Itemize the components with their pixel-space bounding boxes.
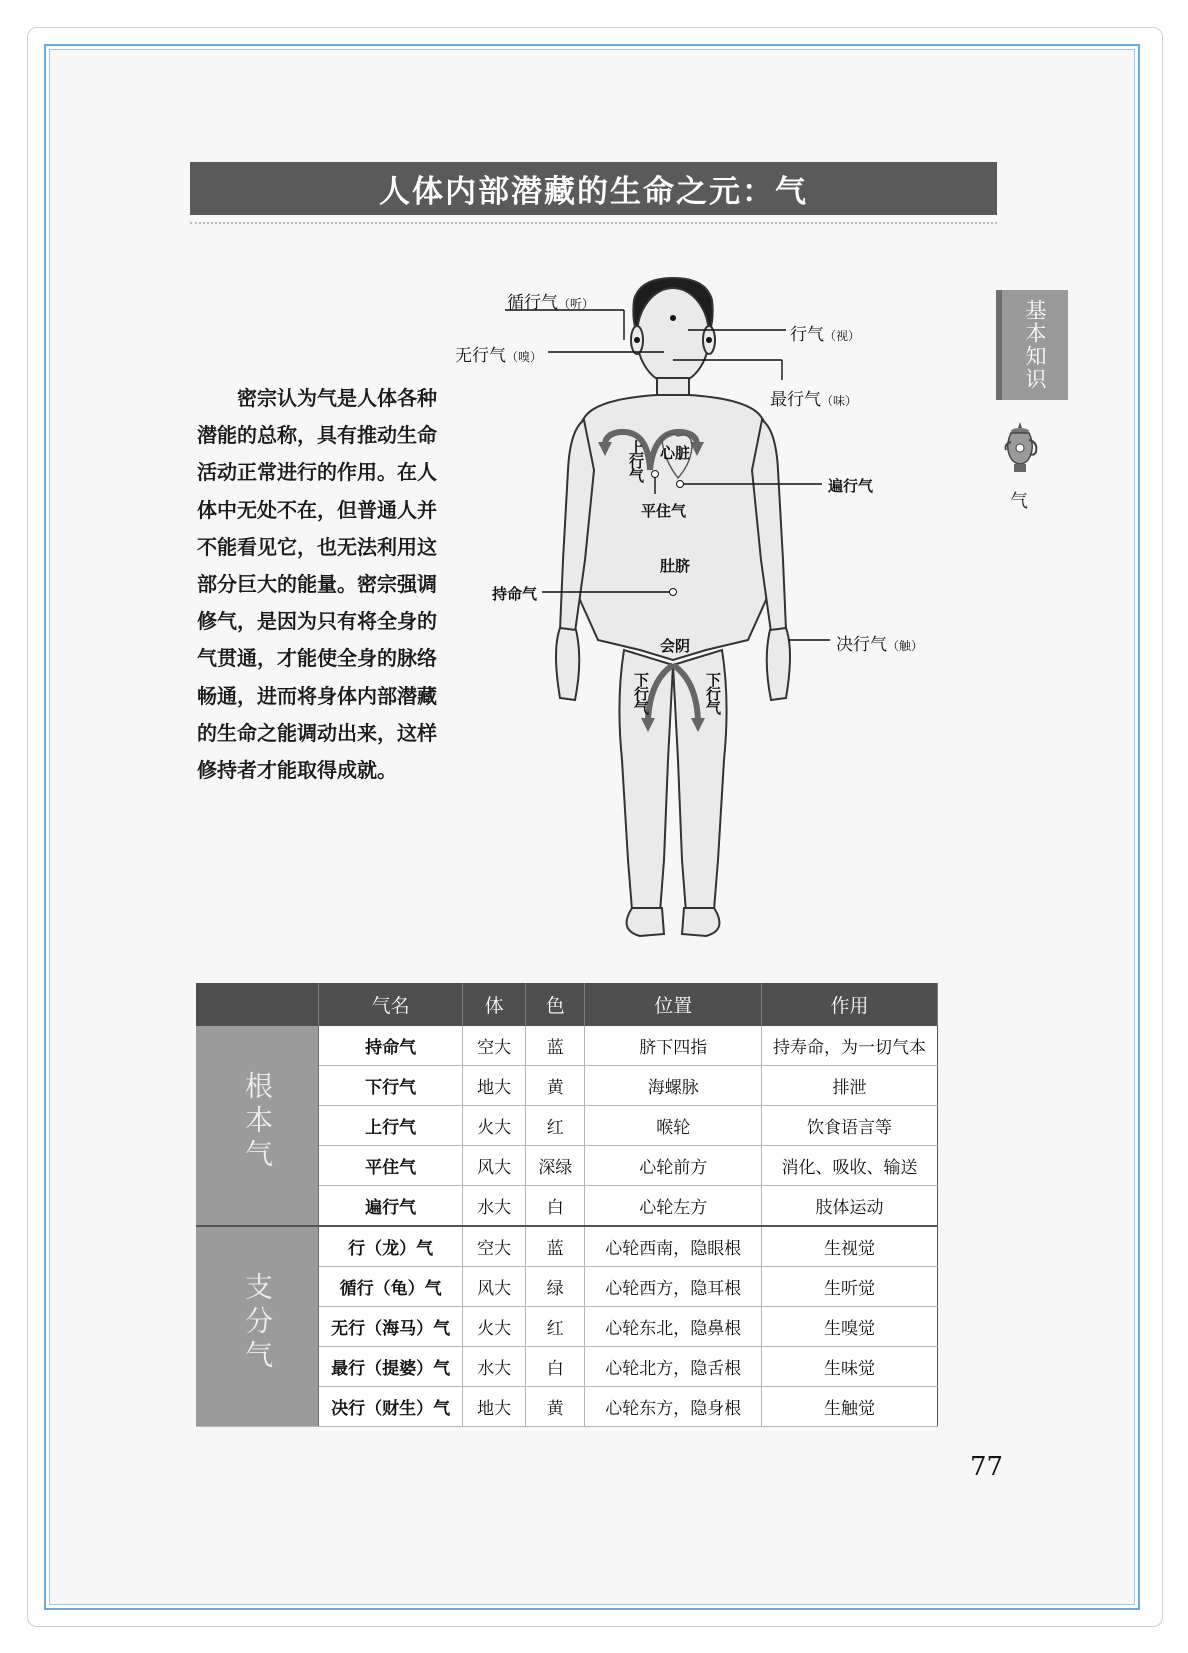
label-xingqi-sense: （视） bbox=[824, 329, 861, 343]
cell-qi-name: 平住气 bbox=[319, 1146, 463, 1186]
cell-element: 火大 bbox=[463, 1307, 526, 1347]
cell-color: 黄 bbox=[526, 1066, 585, 1106]
cell-function: 饮食语言等 bbox=[762, 1106, 938, 1146]
table-row bbox=[196, 1226, 938, 1267]
side-label: 气 bbox=[1010, 491, 1028, 512]
cell-qi-name: 循行（龟）气 bbox=[319, 1267, 463, 1307]
cell-function: 持寿命，为一切气本 bbox=[762, 1026, 938, 1066]
table-row bbox=[196, 1026, 938, 1066]
label-chiming-qi: 持命气 bbox=[492, 585, 538, 603]
cell-element: 水大 bbox=[463, 1347, 526, 1387]
label-zuixing-sense: （味） bbox=[821, 394, 858, 408]
cell-color: 白 bbox=[526, 1186, 585, 1227]
cell-location: 心轮左方 bbox=[585, 1186, 762, 1227]
table-header-location: 位置 bbox=[585, 983, 762, 1026]
cell-location: 海螺脉 bbox=[585, 1066, 762, 1106]
label-heart: 心脏 bbox=[660, 444, 691, 462]
cell-color: 红 bbox=[526, 1307, 585, 1347]
cell-element: 火大 bbox=[463, 1106, 526, 1146]
label-wuxing-text: 无行气 bbox=[455, 346, 506, 366]
label-xunxing-text: 循行气 bbox=[507, 293, 558, 313]
cell-location: 心轮西方，隐耳根 bbox=[585, 1267, 762, 1307]
table-header-color: 色 bbox=[526, 983, 585, 1026]
cell-function: 生味觉 bbox=[762, 1347, 938, 1387]
cell-qi-name: 上行气 bbox=[319, 1106, 463, 1146]
cell-location: 心轮东方，隐身根 bbox=[585, 1387, 762, 1427]
cell-element: 风大 bbox=[463, 1267, 526, 1307]
page-title: 人体内部潜藏的生命之元：气 bbox=[190, 162, 997, 215]
cell-element: 地大 bbox=[463, 1066, 526, 1106]
cell-qi-name: 决行（财生）气 bbox=[319, 1387, 463, 1427]
cell-qi-name: 无行（海马）气 bbox=[319, 1307, 463, 1347]
label-shangxing-qi: 上行气 bbox=[627, 440, 645, 482]
cell-element: 空大 bbox=[463, 1226, 526, 1267]
qi-table bbox=[196, 983, 938, 1427]
label-xunxing-sense: （听） bbox=[558, 297, 595, 311]
cell-color: 深绿 bbox=[526, 1146, 585, 1186]
label-wuxing-sense: （嗅） bbox=[506, 350, 543, 364]
label-xiaxing-qi-right: 下行气 bbox=[704, 672, 722, 714]
cell-location: 心轮东北，隐鼻根 bbox=[585, 1307, 762, 1347]
cell-element: 水大 bbox=[463, 1186, 526, 1227]
label-bianxing-qi: 遍行气 bbox=[828, 477, 874, 495]
label-zuixing-text: 最行气 bbox=[770, 390, 821, 410]
cell-qi-name: 遍行气 bbox=[319, 1186, 463, 1227]
cell-qi-name: 持命气 bbox=[319, 1026, 463, 1066]
group-label-root-qi bbox=[196, 1026, 319, 1226]
cell-color: 绿 bbox=[526, 1267, 585, 1307]
cell-function: 肢体运动 bbox=[762, 1186, 938, 1227]
table-header-name: 气名 bbox=[319, 983, 463, 1026]
cell-element: 空大 bbox=[463, 1026, 526, 1066]
label-pingzhu-qi: 平住气 bbox=[641, 502, 687, 520]
cell-location: 心轮西南，隐眼根 bbox=[585, 1226, 762, 1267]
cell-element: 风大 bbox=[463, 1146, 526, 1186]
cell-location: 心轮前方 bbox=[585, 1146, 762, 1186]
label-juexing-sense: （触） bbox=[887, 639, 924, 653]
human-silhouette bbox=[556, 278, 790, 936]
cell-function: 生视觉 bbox=[762, 1226, 938, 1267]
cell-color: 黄 bbox=[526, 1387, 585, 1427]
cell-function: 生触觉 bbox=[762, 1387, 938, 1427]
cell-location: 脐下四指 bbox=[585, 1026, 762, 1066]
label-xunxing-qi bbox=[507, 288, 594, 313]
cell-qi-name: 下行气 bbox=[319, 1066, 463, 1106]
side-tab-label: 基本知识 bbox=[1023, 299, 1047, 391]
label-juexing-qi bbox=[836, 630, 923, 655]
cell-function: 消化、吸收、输送 bbox=[762, 1146, 938, 1186]
table-header-element: 体 bbox=[463, 983, 526, 1026]
cell-qi-name: 行（龙）气 bbox=[319, 1226, 463, 1267]
group-label-root-text: 根本气 bbox=[241, 1071, 274, 1173]
cell-location: 喉轮 bbox=[585, 1106, 762, 1146]
cell-color: 红 bbox=[526, 1106, 585, 1146]
cell-qi-name: 最行（提婆）气 bbox=[319, 1347, 463, 1387]
cell-color: 白 bbox=[526, 1347, 585, 1387]
cell-function: 排泄 bbox=[762, 1066, 938, 1106]
table-header-group bbox=[196, 983, 319, 1026]
table-header-row bbox=[196, 983, 938, 1026]
table-header-function: 作用 bbox=[762, 983, 938, 1026]
group-label-branch-qi bbox=[196, 1226, 319, 1427]
label-navel: 肚脐 bbox=[660, 557, 691, 575]
group-label-branch-text: 支分气 bbox=[241, 1272, 274, 1374]
label-zuixing-qi bbox=[770, 385, 857, 410]
cell-function: 生嗅觉 bbox=[762, 1307, 938, 1347]
intro-paragraph: 密宗认为气是人体各种潜能的总称，具有推动生命活动正常进行的作用。在人体中无处不在，但普通人并不能看见它，也无法利用这部分巨大的能量。密宗强调修气，是因为只有将全身的气贯通，才能使全身的脉络畅通，进而将身体内部潜藏的生命之能调动出来，这样修持者才能取得成就。 bbox=[197, 386, 437, 783]
cell-color: 蓝 bbox=[526, 1026, 585, 1066]
cell-location: 心轮北方，隐舌根 bbox=[585, 1347, 762, 1387]
page-number: 77 bbox=[970, 1452, 1004, 1482]
cell-function: 生听觉 bbox=[762, 1267, 938, 1307]
label-juexing-text: 决行气 bbox=[836, 635, 887, 655]
label-xing-qi bbox=[790, 320, 860, 345]
cell-element: 地大 bbox=[463, 1387, 526, 1427]
label-wuxing-qi bbox=[455, 341, 542, 366]
label-perineum: 会阴 bbox=[660, 637, 691, 655]
label-xingqi-text: 行气 bbox=[790, 325, 824, 345]
cell-color: 蓝 bbox=[526, 1226, 585, 1267]
label-xiaxing-qi-left: 下行气 bbox=[632, 672, 650, 714]
